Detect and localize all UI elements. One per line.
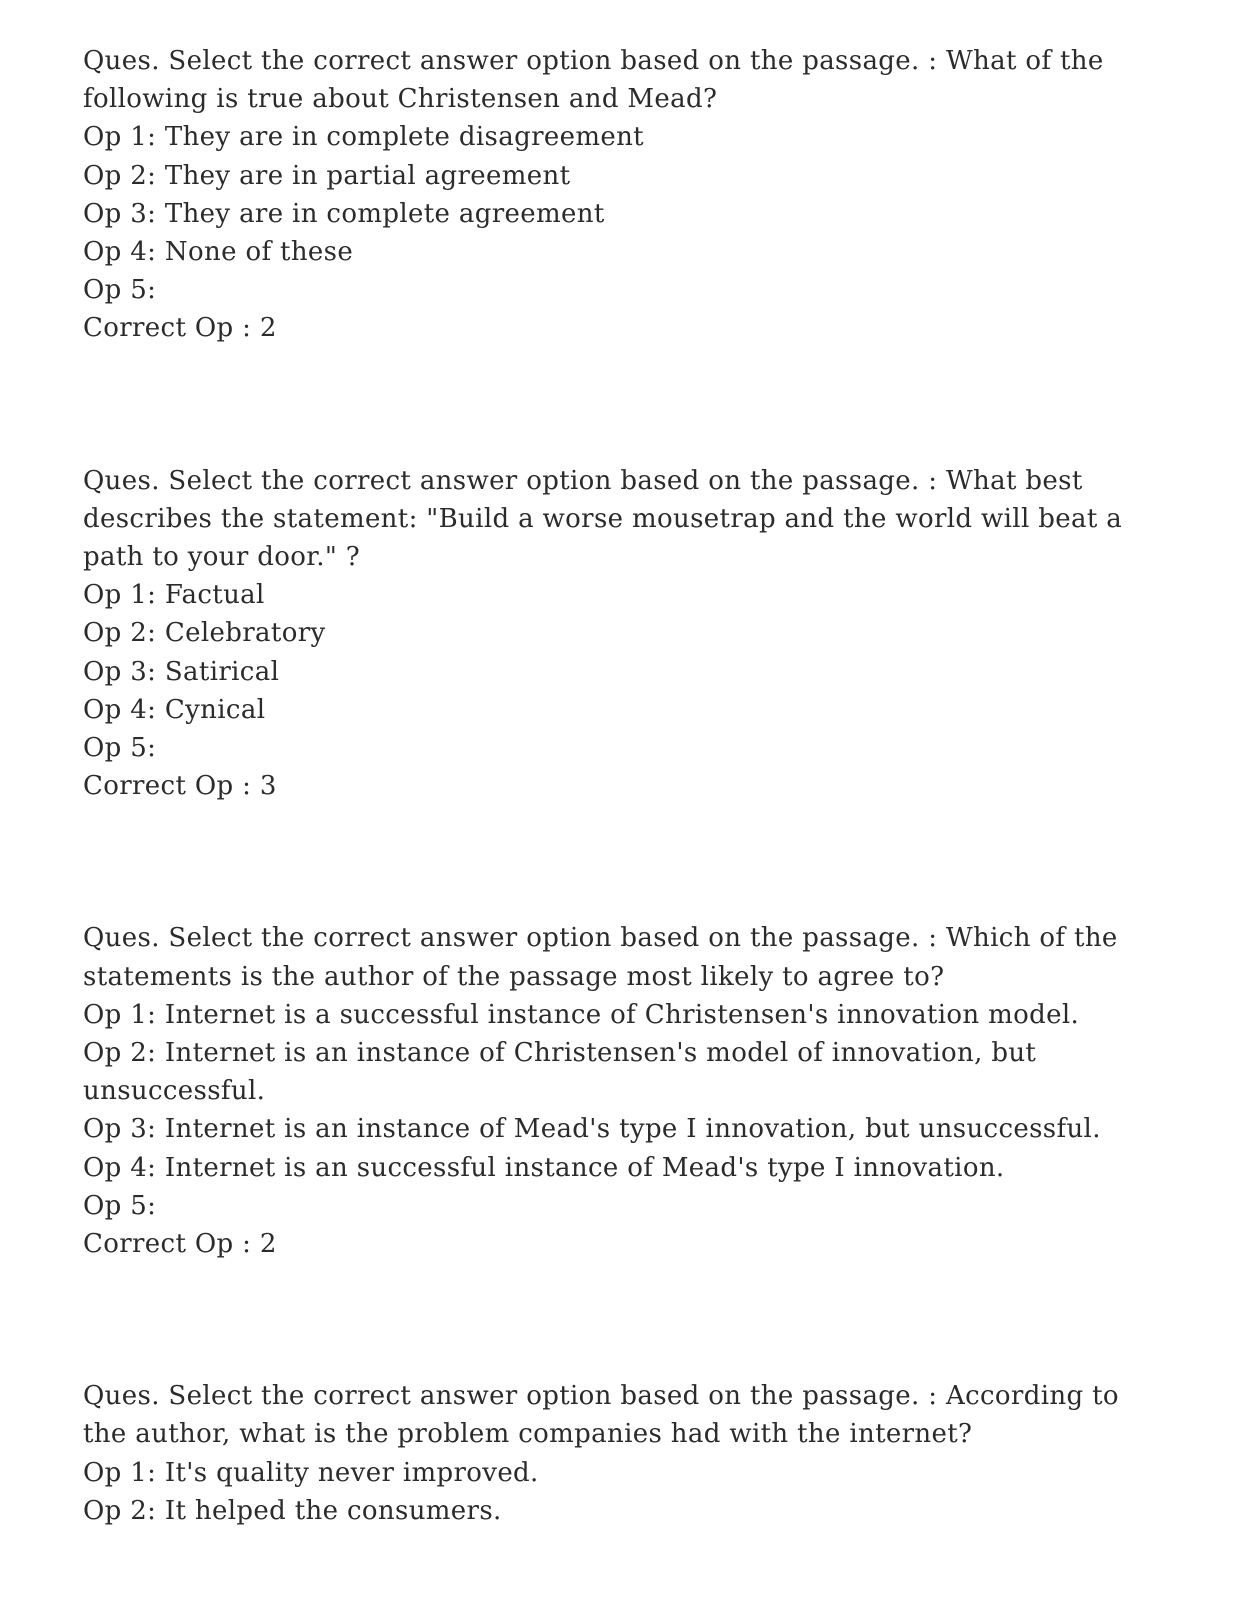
option-5: Op 5:	[83, 275, 157, 306]
option-1: Op 1: It's quality never improved.	[83, 1457, 539, 1488]
option-3: Op 3: They are in complete agreement	[83, 198, 605, 229]
question-block-2	[83, 462, 1163, 806]
question-block-1	[83, 42, 1163, 348]
option-1: Op 1: Internet is a successful instance of Christensen's innovation model.	[83, 999, 1080, 1030]
question-text: Ques. Select the correct answer option based on the passage. : What best describes the statement: "Build a worse mousetrap and the world will beat a path to your door." ?	[83, 465, 1123, 573]
option-2: Op 2: Celebratory	[83, 618, 326, 649]
option-1: Op 1: They are in complete disagreement	[83, 122, 644, 153]
correct-option: Correct Op : 2	[83, 313, 277, 344]
option-5: Op 5:	[83, 733, 157, 764]
option-3: Op 3: Internet is an instance of Mead's type I innovation, but unsuccessful.	[83, 1114, 1101, 1145]
option-4: Op 4: Cynical	[83, 694, 266, 725]
question-block-3	[83, 919, 1163, 1263]
question-text: Ques. Select the correct answer option based on the passage. : According to the author, what is the problem companies had with the internet?	[83, 1381, 1119, 1450]
option-2: Op 2: They are in partial agreement	[83, 160, 571, 191]
question-text: Ques. Select the correct answer option based on the passage. : Which of the statements is the author of the passage most likely to agree to?	[83, 923, 1118, 992]
option-2: Op 2: Internet is an instance of Christensen's model of innovation, but unsuccessful.	[83, 1038, 1045, 1107]
option-5: Op 5:	[83, 1190, 157, 1221]
correct-option: Correct Op : 3	[83, 771, 277, 802]
document-page	[83, 42, 1163, 1530]
question-block-4	[83, 1377, 1163, 1530]
option-1: Op 1: Factual	[83, 580, 265, 611]
option-3: Op 3: Satirical	[83, 656, 280, 687]
option-4: Op 4: Internet is an successful instance of Mead's type I innovation.	[83, 1152, 1005, 1183]
correct-option: Correct Op : 2	[83, 1229, 277, 1260]
option-2: Op 2: It helped the consumers.	[83, 1495, 502, 1526]
option-4: Op 4: None of these	[83, 237, 354, 268]
question-text: Ques. Select the correct answer option based on the passage. : What of the following is true about Christensen and Mead?	[83, 46, 1104, 115]
